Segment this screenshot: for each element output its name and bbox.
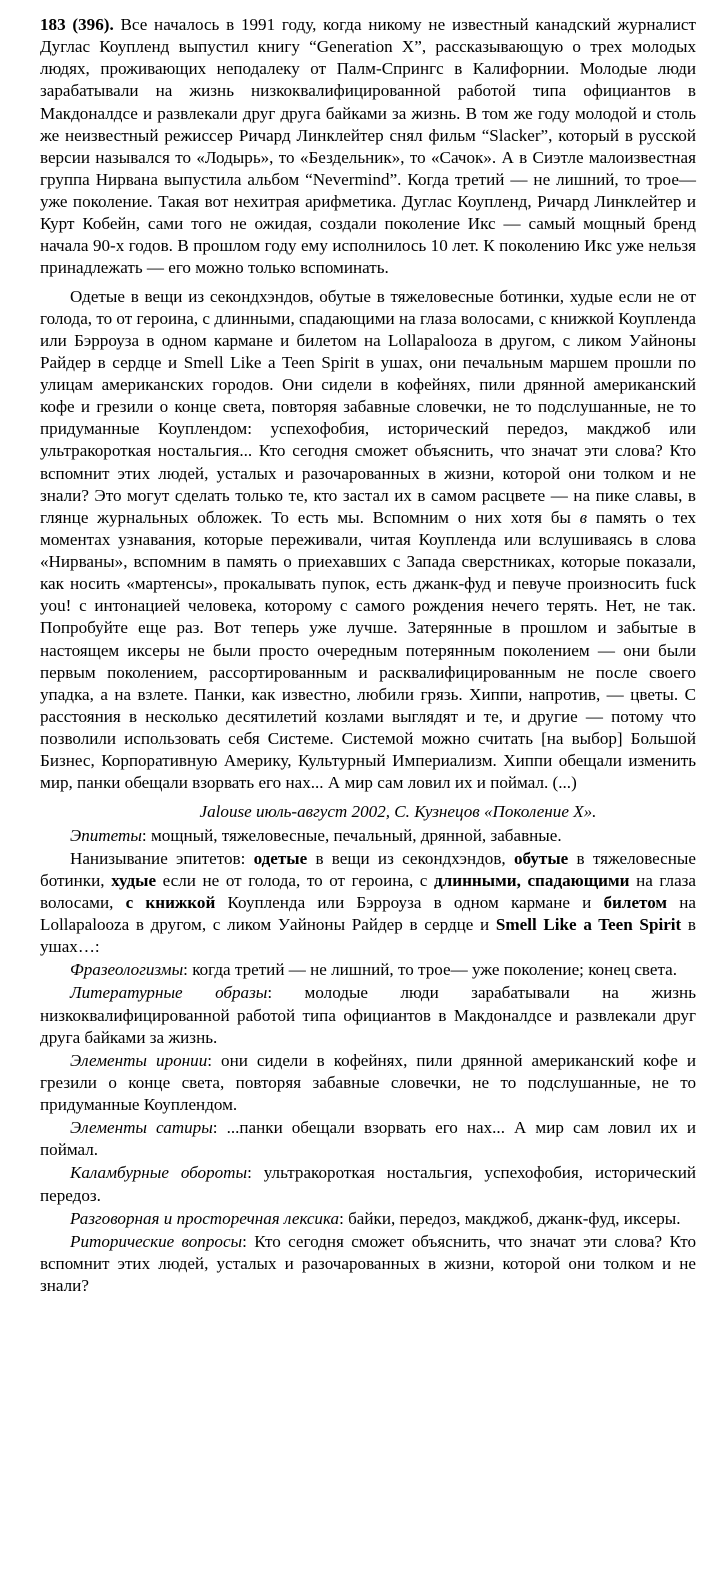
paragraph-body-text: Одетые в вещи из секондхэндов, обутые в тяжеловесные ботинки, худые если не от голода, то от героина, с длинными, спадающими на глаза волосами, с книжкой Коупленда или Бэрроуза в одном кармане и билетом на Lollapalooza в другом, с ликом Уайноны Райдер в сердце и Smell Like a Teen Spirit в ушах, они печальным маршем прошли по улицам американских городов. Они сидели в кофейнях, пили дрянной американский кофе и грезили о конце света, повторяя забавные словечки, не то подслушанные, не то придуманные Коуплендом: успехофобия, исторический передоз, макджоб или ультракороткая ностальгия... Кто сегодня сможет объяснить, что значат эти слова? Кто вспомнит этих людей, усталых и разочарованных в жизни, которой они толком и не знали? Это могут сделать только те, кто застал их в самом расцвете — на пике славы, в глянце журнальных обложек. То есть мы. Вспомним о них хотя бы [40, 286, 696, 527]
stringing-lead: Нанизывание эпитетов: [70, 848, 254, 868]
exercise-number: 183 (396). [40, 15, 114, 34]
analysis-sep-puns: : [247, 1163, 264, 1183]
analysis-sep-phraseologisms: : [183, 960, 193, 980]
analysis-text-satire: ...панки обещали взорвать его нах... А мир сам ловил их и поймал. [40, 1118, 696, 1160]
stringing-b7: Smell Like a Teen Spirit [495, 915, 682, 934]
paragraph-body [40, 286, 696, 795]
stringing-t3: если не от голода, то от героина, с [156, 870, 434, 890]
analysis-stringing [40, 848, 696, 959]
analysis-literary-images [40, 982, 696, 1048]
analysis-text-rhetorical: Кто сегодня сможет объяснить, что значат эти слова? Кто вспомнит этих людей, усталых и разочарованных в жизни, которой они толком и не знали? [40, 1231, 696, 1295]
analysis-satire [40, 1117, 696, 1161]
analysis-phraseologisms [40, 959, 696, 981]
analysis-term-epithets: Эпитеты [70, 825, 142, 845]
stringing-t7: в ушах…: [40, 915, 696, 957]
stringing-b2: обутые [513, 848, 569, 868]
stringing-t4: на глаза волосами, [40, 870, 696, 912]
analysis-rhetorical [40, 1231, 696, 1297]
analysis-sep-epithets: : [141, 825, 151, 845]
analysis-text-epithets: мощный, тяжеловесные, печальный, дрянной, забавные. [150, 825, 562, 845]
emphasis-v: в [579, 507, 588, 527]
stringing-b1: одетые [253, 848, 308, 868]
source-signature [40, 801, 696, 823]
analysis-sep-rhetorical: : [242, 1231, 255, 1251]
analysis-text-literary-images: молодые люди зарабатывали на жизнь низкоквалифицированной работой типа официантов в Макдоналдсе и развлекали друг друга байками за жизнь. [40, 983, 696, 1047]
stringing-b3: худые [111, 870, 157, 890]
stringing-t6: на Lollapalooza в другом, с ликом Уайноны Райдер в сердце и [40, 892, 696, 934]
stringing-t1: в вещи из секондхэндов, [307, 848, 514, 868]
paragraph-intro-text: Все началось в 1991 году, когда никому не известный канадский журналист Дуглас Коупленд выпустил книгу “Generation X”, рассказывающую о трех молодых людях, проживающих неподалеку от Палм-Спрингс в Калифорнии. Молодые люди зарабатывали на жизнь низкоквалифицированной работой типа официантов в Макдоналдсе и развлекали друг друга байками за жизнь. В том же году молодой и столь же неизвестный режиссер Ричард Линклейтер снял фильм “Slacker”, который в русской версии назывался то «Лодырь», то «Бездельник», то «Сачок». А в Сиэтле малоизвестная группа Нирвана выпустила альбом “Nevermind”. Когда третий — не лишний, то трое— уже поколение. Такая вот нехитрая арифметика. Дуглас Коупленд, Ричард Линклейтер и Курт Кобейн, сами того не ожидая, создали поколение Икс — самый мощный бренд начала 90-х годов. В прошлом году ему исполнилось 10 лет. К поколению Икс уже нельзя принадлежать — его можно только вспоминать. [40, 15, 696, 278]
analysis-term-puns: Каламбурные обороты [70, 1163, 248, 1183]
paragraph-intro [40, 14, 696, 280]
analysis-text-puns: ультракороткая ностальгия, успехофобия, исторический передоз. [40, 1163, 696, 1205]
stringing-b6: билетом [603, 892, 668, 912]
stringing-b5: с книжкой [125, 892, 216, 912]
analysis-term-satire: Элементы сатиры [70, 1118, 213, 1138]
source-signature-text: Jalouse июль-август 2002, С. Кузнецов «Поколение X». [199, 802, 597, 822]
analysis-term-rhetorical: Риторические вопросы [70, 1231, 243, 1251]
stringing-t2: в тяжеловесные ботинки, [40, 848, 696, 890]
paragraph-body-tail: память о тех моментах узнавания, которые переживали, читая Коупленда или вслушиваясь в слова «Нирваны», вспомним в память о приехавших с Запада сверстниках, которые показали, как носить «мартенсы», прокалывать пупок, есть джанк-фуд и певуче произносить fuck you! с интонацией человека, которому с самого рождения нечего терять. Нет, не так. Попробуйте еще раз. Вот теперь уже лучше. Затерянные в прошлом и забытые в настоящем иксеры не были просто очередным потерянным поколением — они были первым поколением, рассортированным и расквалифицированным не после своего упадка, а на взлете. Панки, как известно, любили грязь. Хиппи, напротив, — цветы. С расстояния в несколько десятилетий козлами выглядят и те, и другие — потому что позволили использовать себя Системе. Системой можно считать [на выбор] Большой Бизнес, Корпоративную Америку, Культурный Империализм. Хиппи обещали изменить мир, панки обещали взорвать его нах... А мир сам ловил их и поймал. (...) [40, 507, 696, 793]
analysis-term-irony: Элементы иронии [70, 1050, 208, 1070]
analysis-sep-colloquial: : [339, 1208, 349, 1228]
analysis-sep-irony: : [207, 1050, 222, 1070]
analysis-term-literary-images: Литературные образы [70, 983, 268, 1003]
analysis-puns [40, 1162, 696, 1206]
analysis-term-phraseologisms: Фразеологизмы [70, 960, 184, 980]
analysis-text-irony: они сидели в кофейнях, пили дрянной американский кофе и грезили о конце света, повторяя забавные словечки, не то подслушанные, не то придуманные Коуплендом. [40, 1050, 696, 1114]
analysis-irony [40, 1050, 696, 1116]
analysis-epithets [40, 825, 696, 847]
stringing-b4: длинными, спадающими [433, 870, 630, 890]
analysis-sep-literary-images: : [267, 983, 305, 1003]
analysis-text-phraseologisms: когда третий — не лишний, то трое— уже поколение; конец света. [192, 960, 678, 980]
analysis-text-colloquial: байки, передоз, макджоб, джанк-фуд, иксеры. [348, 1208, 681, 1228]
analysis-term-colloquial: Разговорная и просторечная лексика [70, 1208, 340, 1228]
analysis-colloquial [40, 1208, 696, 1230]
analysis-sep-satire: : [212, 1118, 227, 1138]
stringing-t5: Коупленда или Бэрроуза в одном кармане и [215, 892, 604, 912]
